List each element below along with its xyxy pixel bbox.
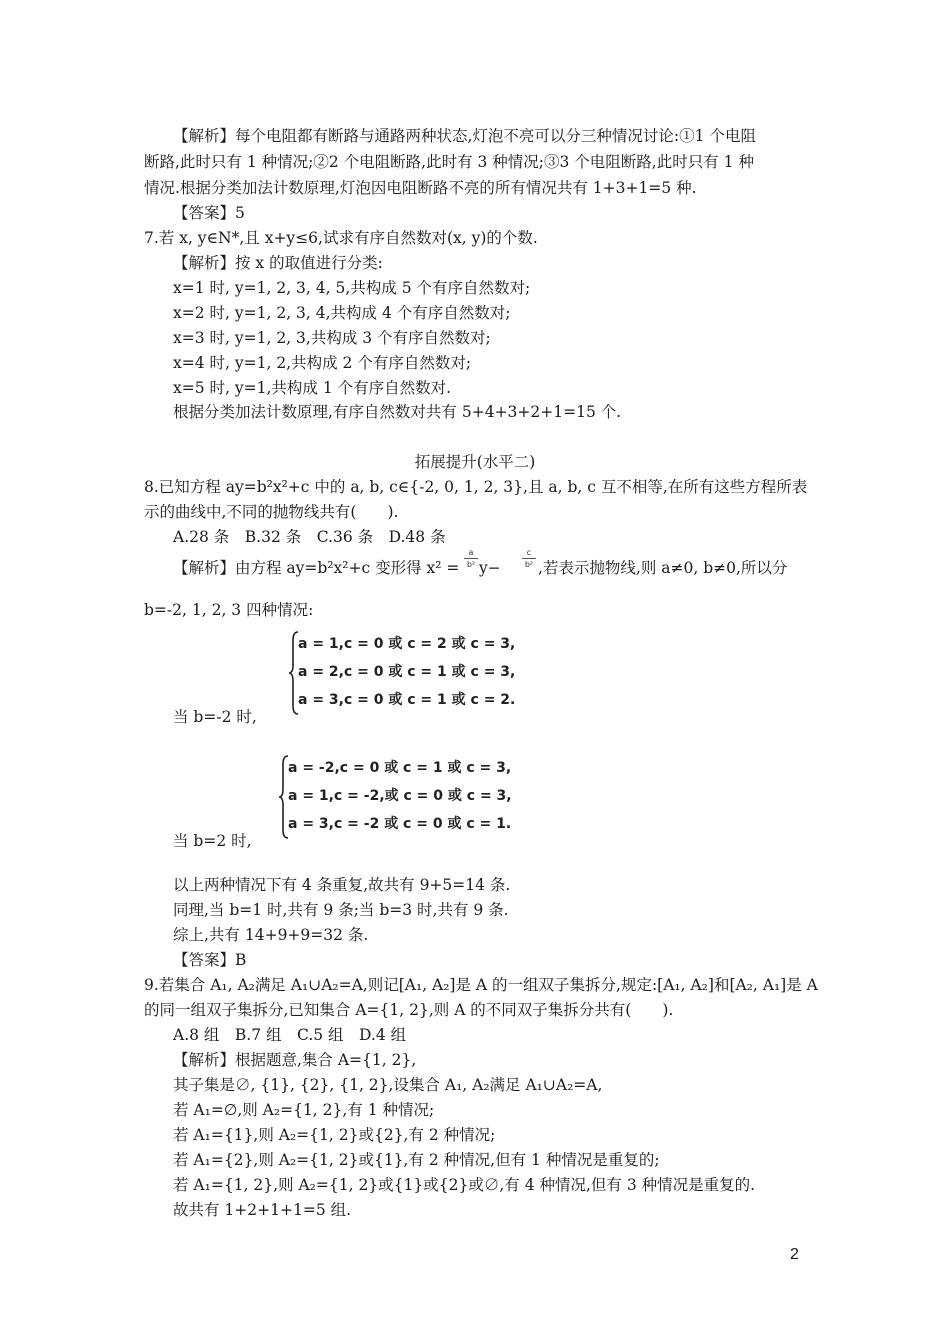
text-line: 故共有 1+2+1+1=5 组. — [173, 1201, 352, 1219]
case-row: a = -2,c = 0 或 c = 1 或 c = 3, — [288, 760, 512, 776]
fraction-a-over-b2 — [464, 548, 478, 569]
case-row: a = 1,c = 0 或 c = 2 或 c = 3, — [298, 636, 516, 652]
text-line: 情况.根据分类加法计数原理,灯泡因电阻断路不亮的所有情况共有 1+3+1=5 种. — [144, 179, 697, 197]
case-row: a = 2,c = 0 或 c = 1 或 c = 3, — [298, 664, 516, 680]
text-line: y− — [479, 559, 501, 577]
text-line: 示的曲线中,不同的抛物线共有( ). — [144, 503, 399, 521]
case-row: a = 3,c = 0 或 c = 1 或 c = 2. — [298, 692, 516, 708]
text-line: 【解析】按 x 的取值进行分类: — [173, 254, 383, 272]
text-line: 【解析】每个电阻都有断路与通路两种状态,灯泡不亮可以分三种情况讨论:①1 个电阻 — [173, 127, 756, 145]
fraction-numerator: c — [526, 548, 532, 557]
answer-line: 【答案】B — [173, 951, 247, 969]
text-line: 同理,当 b=1 时,共有 9 条;当 b=3 时,共有 9 条. — [173, 901, 509, 919]
text-line: 根据分类加法计数原理,有序自然数对共有 5+4+3+2+1=15 个. — [173, 403, 622, 421]
text-line: x=2 时, y=1, 2, 3, 4,共构成 4 个有序自然数对; — [173, 304, 511, 322]
section-heading: 拓展提升(水平二) — [414, 453, 536, 471]
case-system-2 — [278, 754, 588, 840]
text-line: 若 A₁=∅,则 A₂={1, 2},有 1 种情况; — [173, 1101, 435, 1119]
page-number: 2 — [790, 1246, 799, 1263]
text-line: 断路,此时只有 1 种情况;②2 个电阻断路,此时有 3 种情况;③3 个电阻断路,此时只有 1 种 — [144, 153, 754, 171]
fraction-denominator: b² — [466, 560, 476, 569]
text-line: 综上,共有 14+9+9=32 条. — [173, 926, 369, 944]
question-8: 8.已知方程 ay=b²x²+c 中的 a, b, c∈{-2, 0, 1, 2, 3},且 a, b, c 互不相等,在所有这些方程所表 — [144, 478, 808, 496]
text-line: 若 A₁={2},则 A₂={1, 2}或{1},有 2 种情况,但有 1 种情况是重复的; — [173, 1151, 660, 1169]
fraction-c-over-b2 — [522, 548, 536, 569]
case-row: a = 3,c = -2 或 c = 0 或 c = 1. — [288, 816, 512, 832]
text-line: b=-2, 1, 2, 3 四种情况: — [144, 601, 314, 619]
text-line: x=1 时, y=1, 2, 3, 4, 5,共构成 5 个有序自然数对; — [173, 279, 531, 297]
text-line: x=4 时, y=1, 2,共构成 2 个有序自然数对; — [173, 354, 472, 372]
text-line: 当 b=-2 时, — [173, 708, 257, 726]
options-line: A.8 组 B.7 组 C.5 组 D.4 组 — [173, 1026, 407, 1044]
text-line: 以上两种情况下有 4 条重复,故共有 9+5=14 条. — [173, 876, 511, 894]
case-row: a = 1,c = -2,或 c = 0 或 c = 3, — [288, 788, 512, 804]
text-line: 的同一组双子集拆分,已知集合 A={1, 2},则 A 的不同双子集拆分共有( ). — [144, 1001, 674, 1019]
options-line: A.28 条 B.32 条 C.36 条 D.48 条 — [173, 528, 446, 546]
text-line: x=5 时, y=1,共构成 1 个有序自然数对. — [173, 379, 452, 397]
fraction-numerator: a — [468, 548, 474, 557]
answer-line: 【答案】5 — [173, 204, 245, 222]
text-line: 当 b=2 时, — [173, 832, 252, 850]
text-line: ,若表示抛物线,则 a≠0, b≠0,所以分 — [538, 559, 788, 577]
text-line: x=3 时, y=1, 2, 3,共构成 3 个有序自然数对; — [173, 329, 491, 347]
fraction-denominator: b² — [524, 560, 534, 569]
text-line: 其子集是∅, {1}, {2}, {1, 2},设集合 A₁, A₂满足 A₁∪A₂=A, — [173, 1076, 603, 1094]
question-7: 7.若 x, y∈N*,且 x+y≤6,试求有序自然数对(x, y)的个数. — [144, 229, 538, 247]
text-line: 【解析】根据题意,集合 A={1, 2}, — [173, 1051, 417, 1069]
text-line: 若 A₁={1},则 A₂={1, 2}或{2},有 2 种情况; — [173, 1126, 496, 1144]
text-line: 【解析】由方程 ay=b²x²+c 变形得 x² = — [173, 559, 460, 577]
case-system-1 — [288, 630, 588, 716]
text-line: 若 A₁={1, 2},则 A₂={1, 2}或{1}或{2}或∅,有 4 种情况,但有 3 种情况是重复的. — [173, 1176, 756, 1194]
question-9: 9.若集合 A₁, A₂满足 A₁∪A₂=A,则记[A₁, A₂]是 A 的一组双子集拆分,规定:[A₁, A₂]和[A₂, A₁]是 A — [144, 976, 818, 994]
